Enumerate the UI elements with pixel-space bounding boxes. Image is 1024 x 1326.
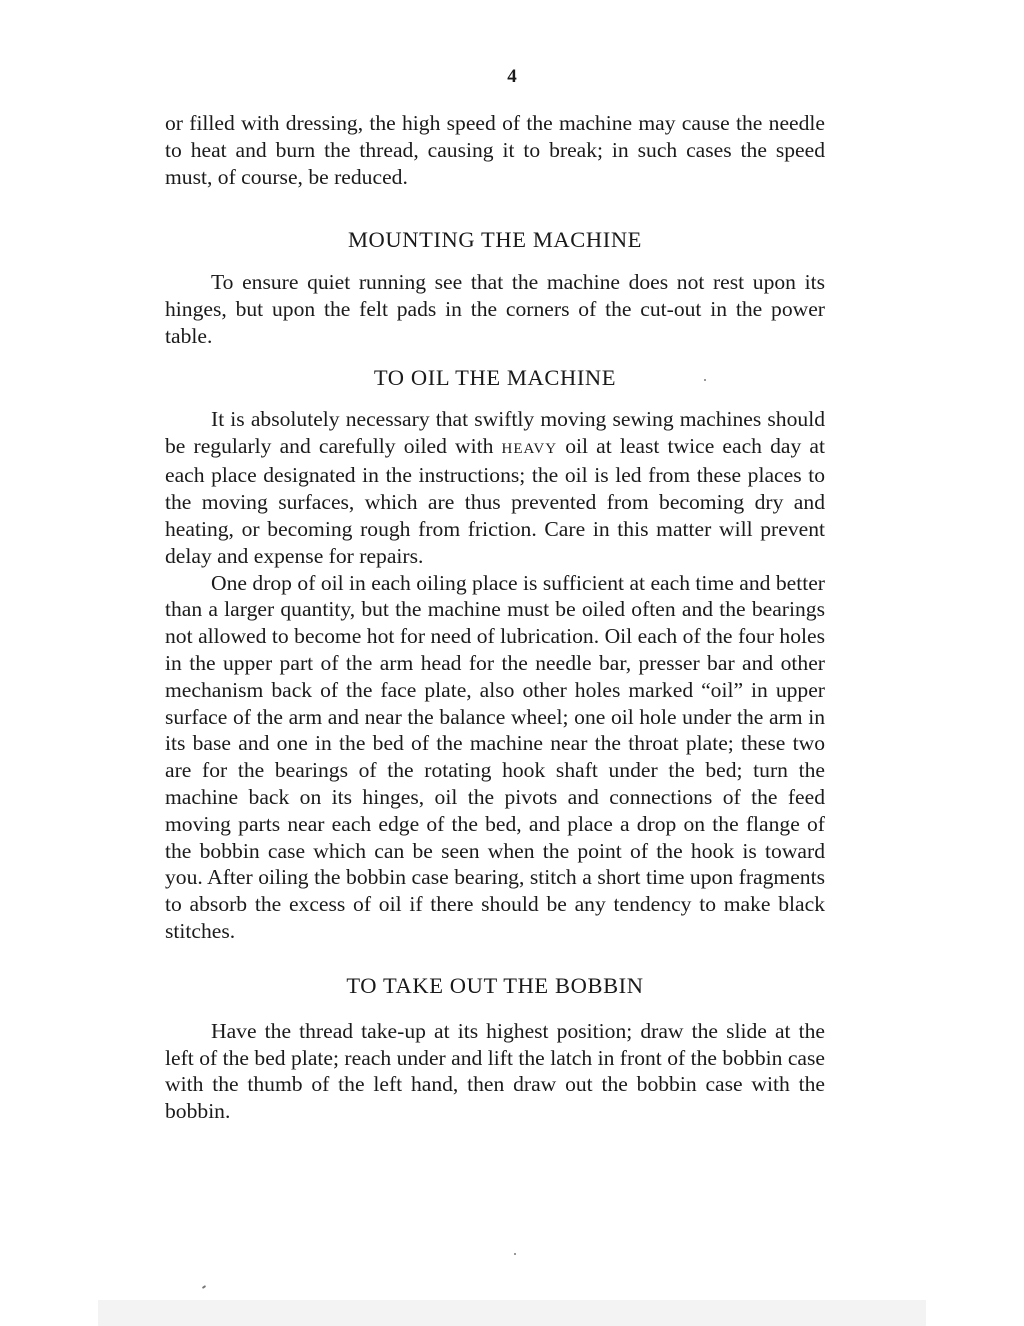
- paragraph-continued: or filled with dressing, the high speed of the machine may cause the needle to heat and burn the thread, causing it to break; in such cases the speed must, of course, be reduced.: [165, 111, 825, 189]
- heading-to-take-out-the-bobbin: TO TAKE OUT THE BOBBIN: [346, 972, 644, 998]
- page-number: 4: [507, 66, 517, 87]
- oil-intro-emphasis: HEAVY: [501, 440, 558, 457]
- heading-to-oil-the-machine: TO OIL THE MACHINE: [373, 364, 617, 390]
- oil-intro-text-start: It is absolutely necessary that swiftly moving sewing machines should be regularly and carefully oiled with: [165, 406, 825, 458]
- page-content: [165, 110, 825, 1125]
- scan-speck: [704, 379, 706, 381]
- paragraph-bobbin: Have the thread take-up at its highest position; draw the slide at the left of the bed plate; reach under and lift the latch in front of the bobbin case with the thumb of the left hand, then draw out the bobbin case with the bobbin.: [165, 1018, 825, 1124]
- paragraph-oil-intro: [165, 406, 825, 570]
- scan-speck: [202, 1285, 206, 1289]
- paragraph-oil-instructions: One drop of oil in each oiling place is sufficient at each time and better than a larger quantity, but the machine must be oiled often and the bearings not allowed to become hot for need of lubrication. Oil each of the four holes in the upper part of the arm head for the needle bar, presser bar and other mechanism back of the face plate, also other holes marked “oil” in upper surface of the arm and near the balance wheel; one oil hole under the arm in its base and one in the bed of the machine near the throat plate; these two are for the bearings of the rotating hook shaft under the bed; turn the machine back on its hinges, oil the pivots and connections of the feed moving parts near each edge of the bed, and place a drop on the flange of the bobbin case which can be seen when the point of the hook is toward you. After oiling the bobbin case bearing, stitch a short time upon fragments to absorb the excess of oil if there should be any tendency to make black stitches.: [165, 570, 825, 943]
- scan-bottom-edge: [98, 1300, 926, 1326]
- oil-intro-text-end: oil at least twice each day at each place designated in the instructions; the oil is led from these places to the moving surfaces, which are thus prevented from becoming dry and heating, or becoming rough from friction. Care in this matter will prevent delay and expense for repairs.: [165, 433, 825, 568]
- heading-mounting-the-machine: MOUNTING THE MACHINE: [347, 227, 643, 253]
- scan-speck: [514, 1253, 516, 1255]
- paragraph-mounting: To ensure quiet running see that the machine does not rest upon its hinges, but upon the felt pads in the corners of the cut-out in the power table.: [165, 270, 825, 348]
